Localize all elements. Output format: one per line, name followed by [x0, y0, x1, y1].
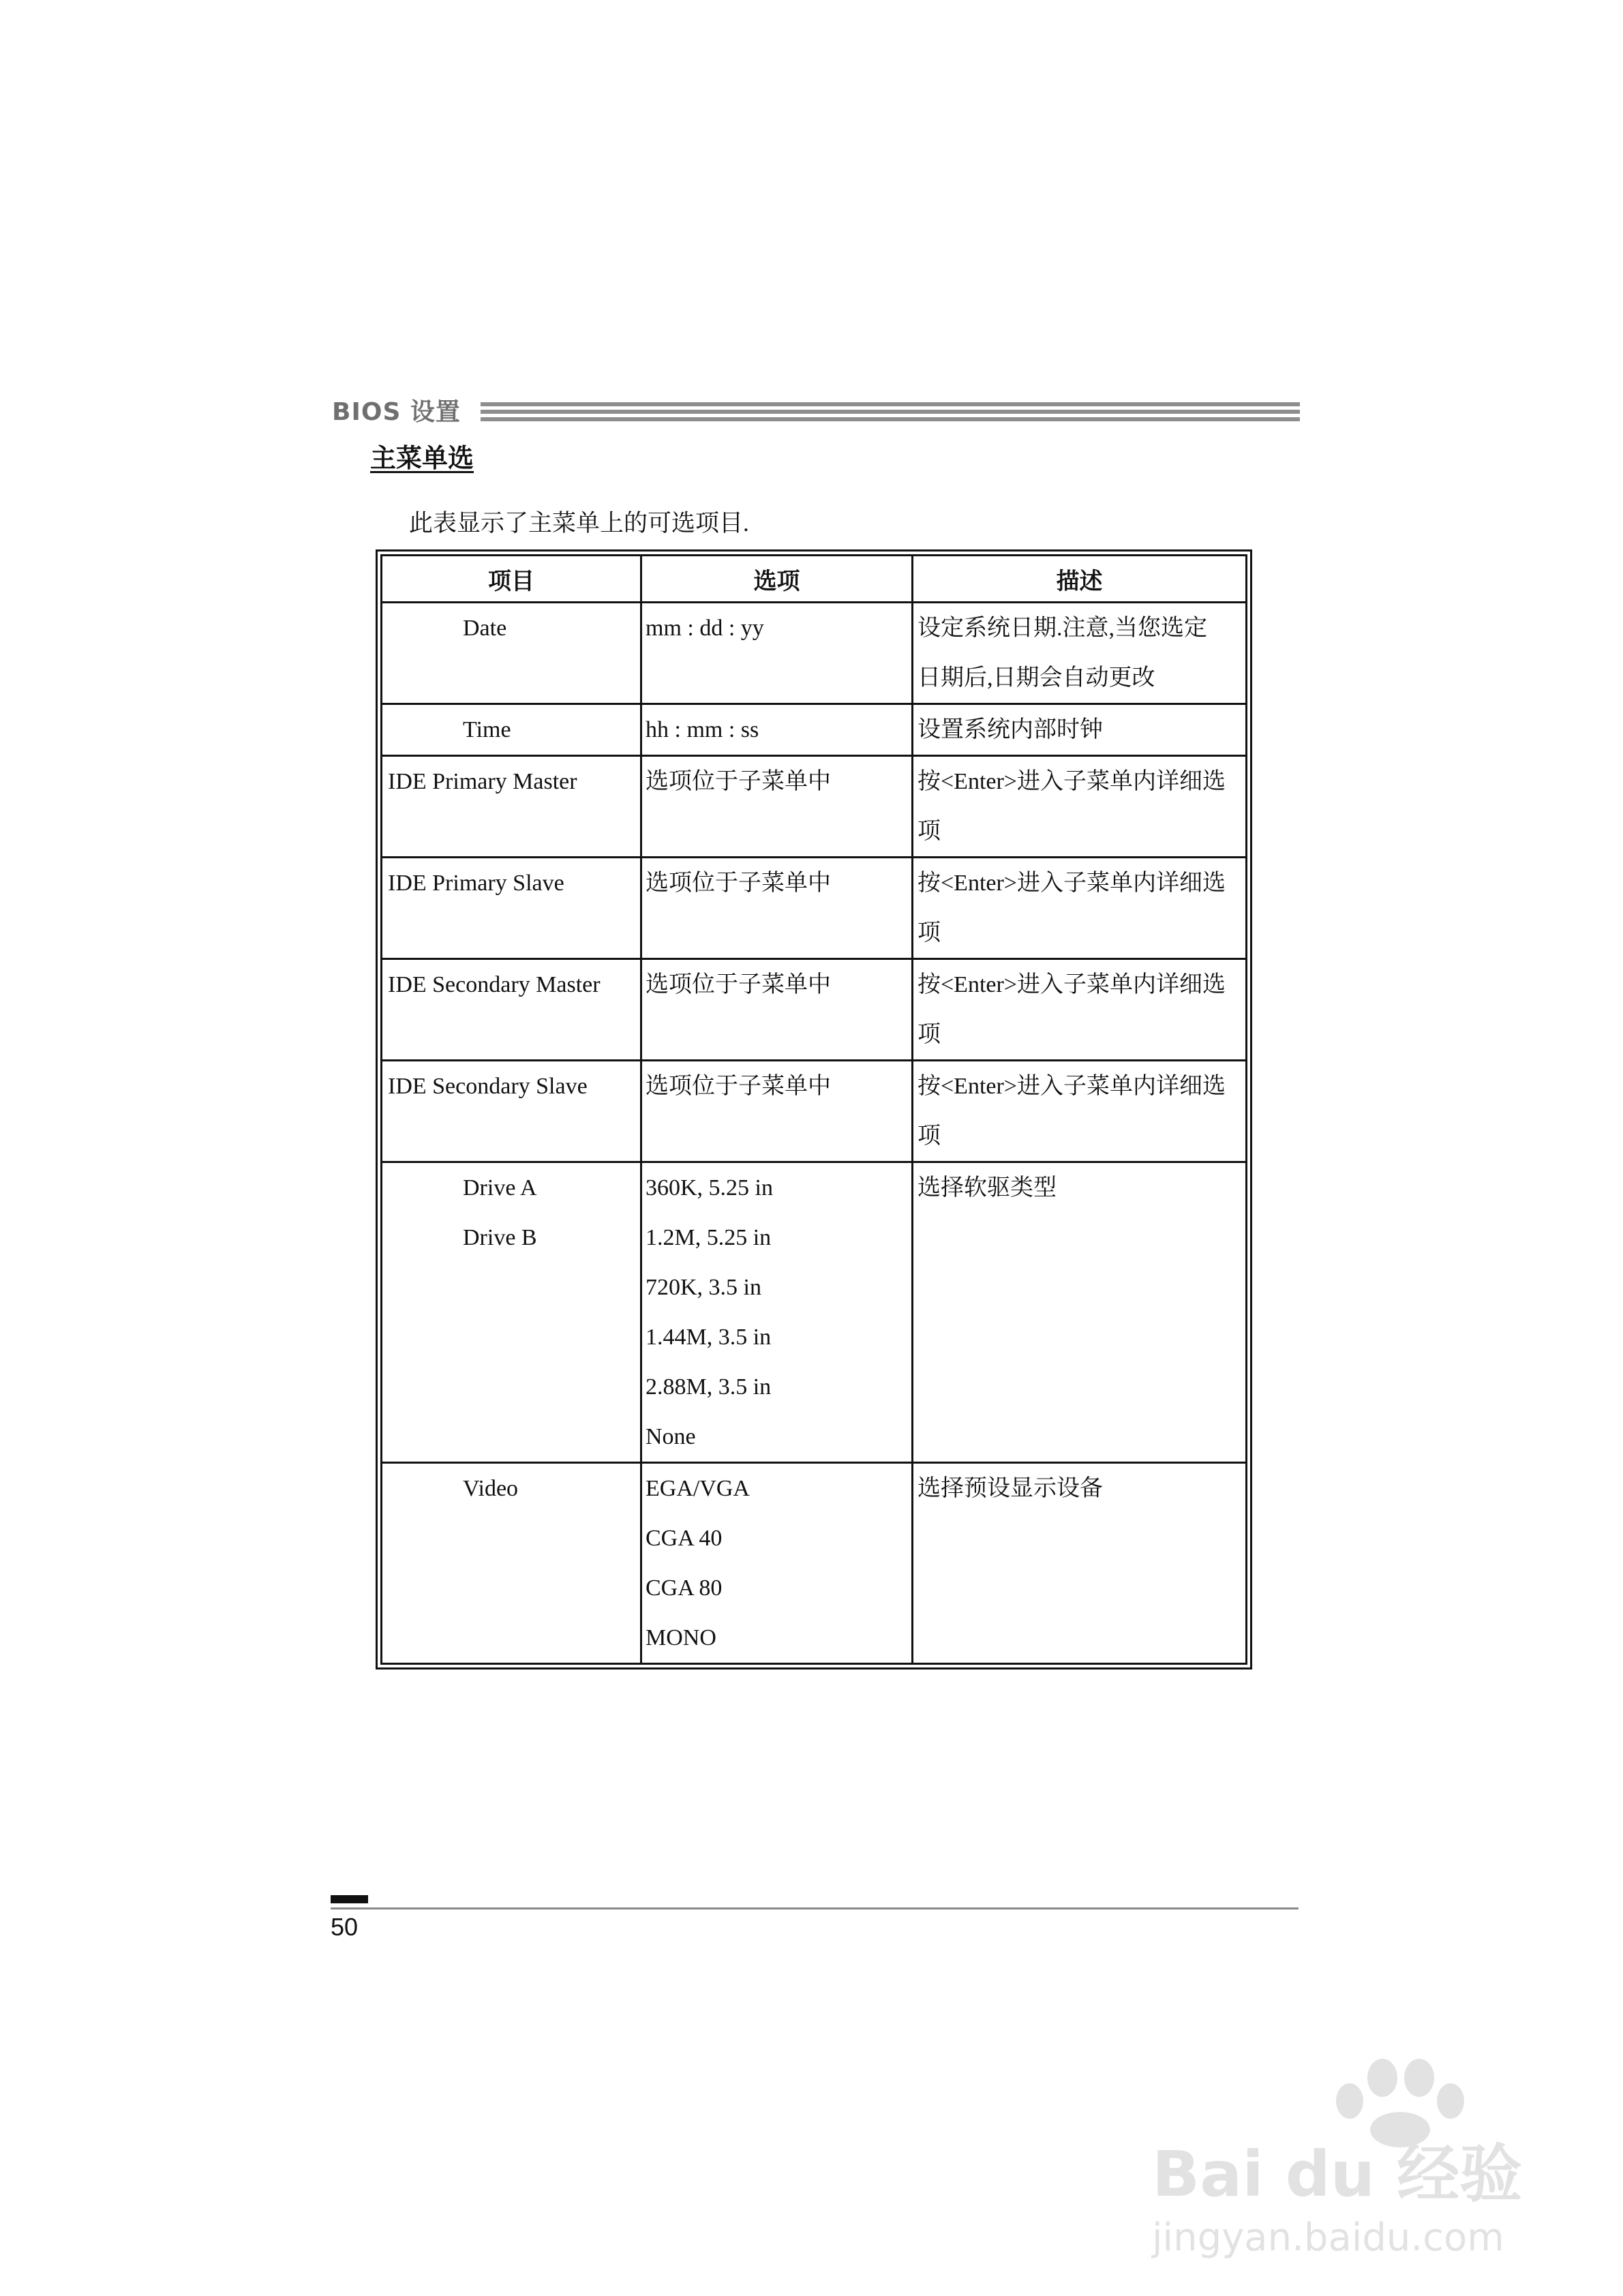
description-text: 按<Enter>进入子菜单内详细选: [917, 972, 1226, 997]
table-row: [382, 1162, 1247, 1463]
table-row: [382, 1061, 1247, 1162]
footer-mark: [331, 1895, 368, 1903]
item-cell: [382, 1162, 641, 1463]
description-cell: [913, 1061, 1247, 1162]
column-header-item: 项目: [382, 556, 641, 603]
option-text: EGA/VGA: [646, 1476, 750, 1501]
options-cell: [641, 1061, 913, 1162]
page-header: [332, 395, 1300, 429]
item-text: IDE Primary Master: [388, 769, 577, 794]
description-text: 项: [917, 1123, 941, 1149]
item-cell: [382, 1463, 641, 1664]
description-text: 项: [917, 819, 941, 844]
description-text: 设定系统日期.注意,当您选定: [917, 616, 1207, 641]
table-row: [382, 959, 1247, 1061]
item-text: Drive A: [463, 1175, 537, 1200]
header-rule: [481, 402, 1300, 425]
description-cell: [913, 756, 1247, 858]
item-cell: [382, 756, 641, 858]
options-cell: [641, 1463, 913, 1664]
option-text: 选项位于子菜单中: [646, 1074, 831, 1099]
option-text: hh : mm : ss: [646, 717, 759, 742]
item-text: IDE Secondary Master: [388, 972, 601, 997]
options-cell: [641, 1162, 913, 1463]
option-text: 1.2M, 5.25 in: [646, 1225, 772, 1250]
description-cell: [913, 1162, 1247, 1463]
intro-text: 此表显示了主菜单上的可选项目.: [409, 510, 749, 537]
description-text: 选择软驱类型: [917, 1175, 1057, 1200]
options-cell: [641, 704, 913, 756]
item-text: Time: [463, 717, 511, 742]
option-text: 720K, 3.5 in: [646, 1275, 761, 1300]
description-text: 日期后,日期会自动更改: [917, 665, 1155, 691]
column-header-description: 描述: [913, 556, 1247, 603]
options-table-frame: [376, 549, 1252, 1670]
item-cell: [382, 704, 641, 756]
option-text: MONO: [646, 1625, 716, 1650]
description-text: 按<Enter>进入子菜单内详细选: [917, 1074, 1226, 1099]
item-cell: [382, 959, 641, 1061]
table-row: [382, 1463, 1247, 1664]
option-text: 选项位于子菜单中: [646, 769, 831, 794]
option-text: mm : dd : yy: [646, 616, 764, 641]
description-text: 项: [917, 1022, 941, 1047]
description-text: 按<Enter>进入子菜单内详细选: [917, 769, 1226, 794]
item-text: IDE Secondary Slave: [388, 1074, 588, 1099]
description-cell: [913, 959, 1247, 1061]
description-cell: [913, 858, 1247, 959]
page-number: 50: [331, 1913, 359, 1941]
option-text: 360K, 5.25 in: [646, 1175, 773, 1200]
option-text: CGA 40: [646, 1526, 723, 1551]
watermark-brand: Bai du 经验: [1152, 2138, 1523, 2211]
item-text: Date: [463, 616, 507, 641]
item-text: Video: [463, 1476, 519, 1501]
options-cell: [641, 858, 913, 959]
table-row: [382, 704, 1247, 756]
column-header-options: 选项: [641, 556, 913, 603]
section-title: 主菜单选: [370, 443, 474, 473]
header-label: BIOS 设置: [332, 398, 461, 426]
item-cell: [382, 858, 641, 959]
option-text: 选项位于子菜单中: [646, 871, 831, 896]
item-text: Drive B: [463, 1225, 537, 1250]
baidu-jingyan-watermark: [1152, 2059, 1534, 2263]
description-text: 选择预设显示设备: [917, 1476, 1103, 1501]
table-row: [382, 756, 1247, 858]
options-table: [380, 554, 1247, 1665]
option-text: 2.88M, 3.5 in: [646, 1374, 772, 1400]
option-text: CGA 80: [646, 1575, 723, 1601]
description-text: 按<Enter>进入子菜单内详细选: [917, 871, 1226, 896]
description-cell: [913, 603, 1247, 704]
options-cell: [641, 603, 913, 704]
table-row: [382, 858, 1247, 959]
options-cell: [641, 756, 913, 858]
item-cell: [382, 1061, 641, 1162]
description-cell: [913, 1463, 1247, 1664]
description-cell: [913, 704, 1247, 756]
item-cell: [382, 603, 641, 704]
paw-icon: [1322, 2059, 1472, 2147]
options-cell: [641, 959, 913, 1061]
table-row: [382, 603, 1247, 704]
option-text: None: [646, 1424, 696, 1449]
option-text: 1.44M, 3.5 in: [646, 1325, 772, 1350]
item-text: IDE Primary Slave: [388, 871, 564, 896]
watermark-url: jingyan.baidu.com: [1152, 2216, 1504, 2260]
description-text: 项: [917, 920, 941, 946]
table-header-row: [382, 556, 1247, 603]
option-text: 选项位于子菜单中: [646, 972, 831, 997]
description-text: 设置系统内部时钟: [917, 717, 1103, 742]
footer-rule: [331, 1907, 1299, 1909]
